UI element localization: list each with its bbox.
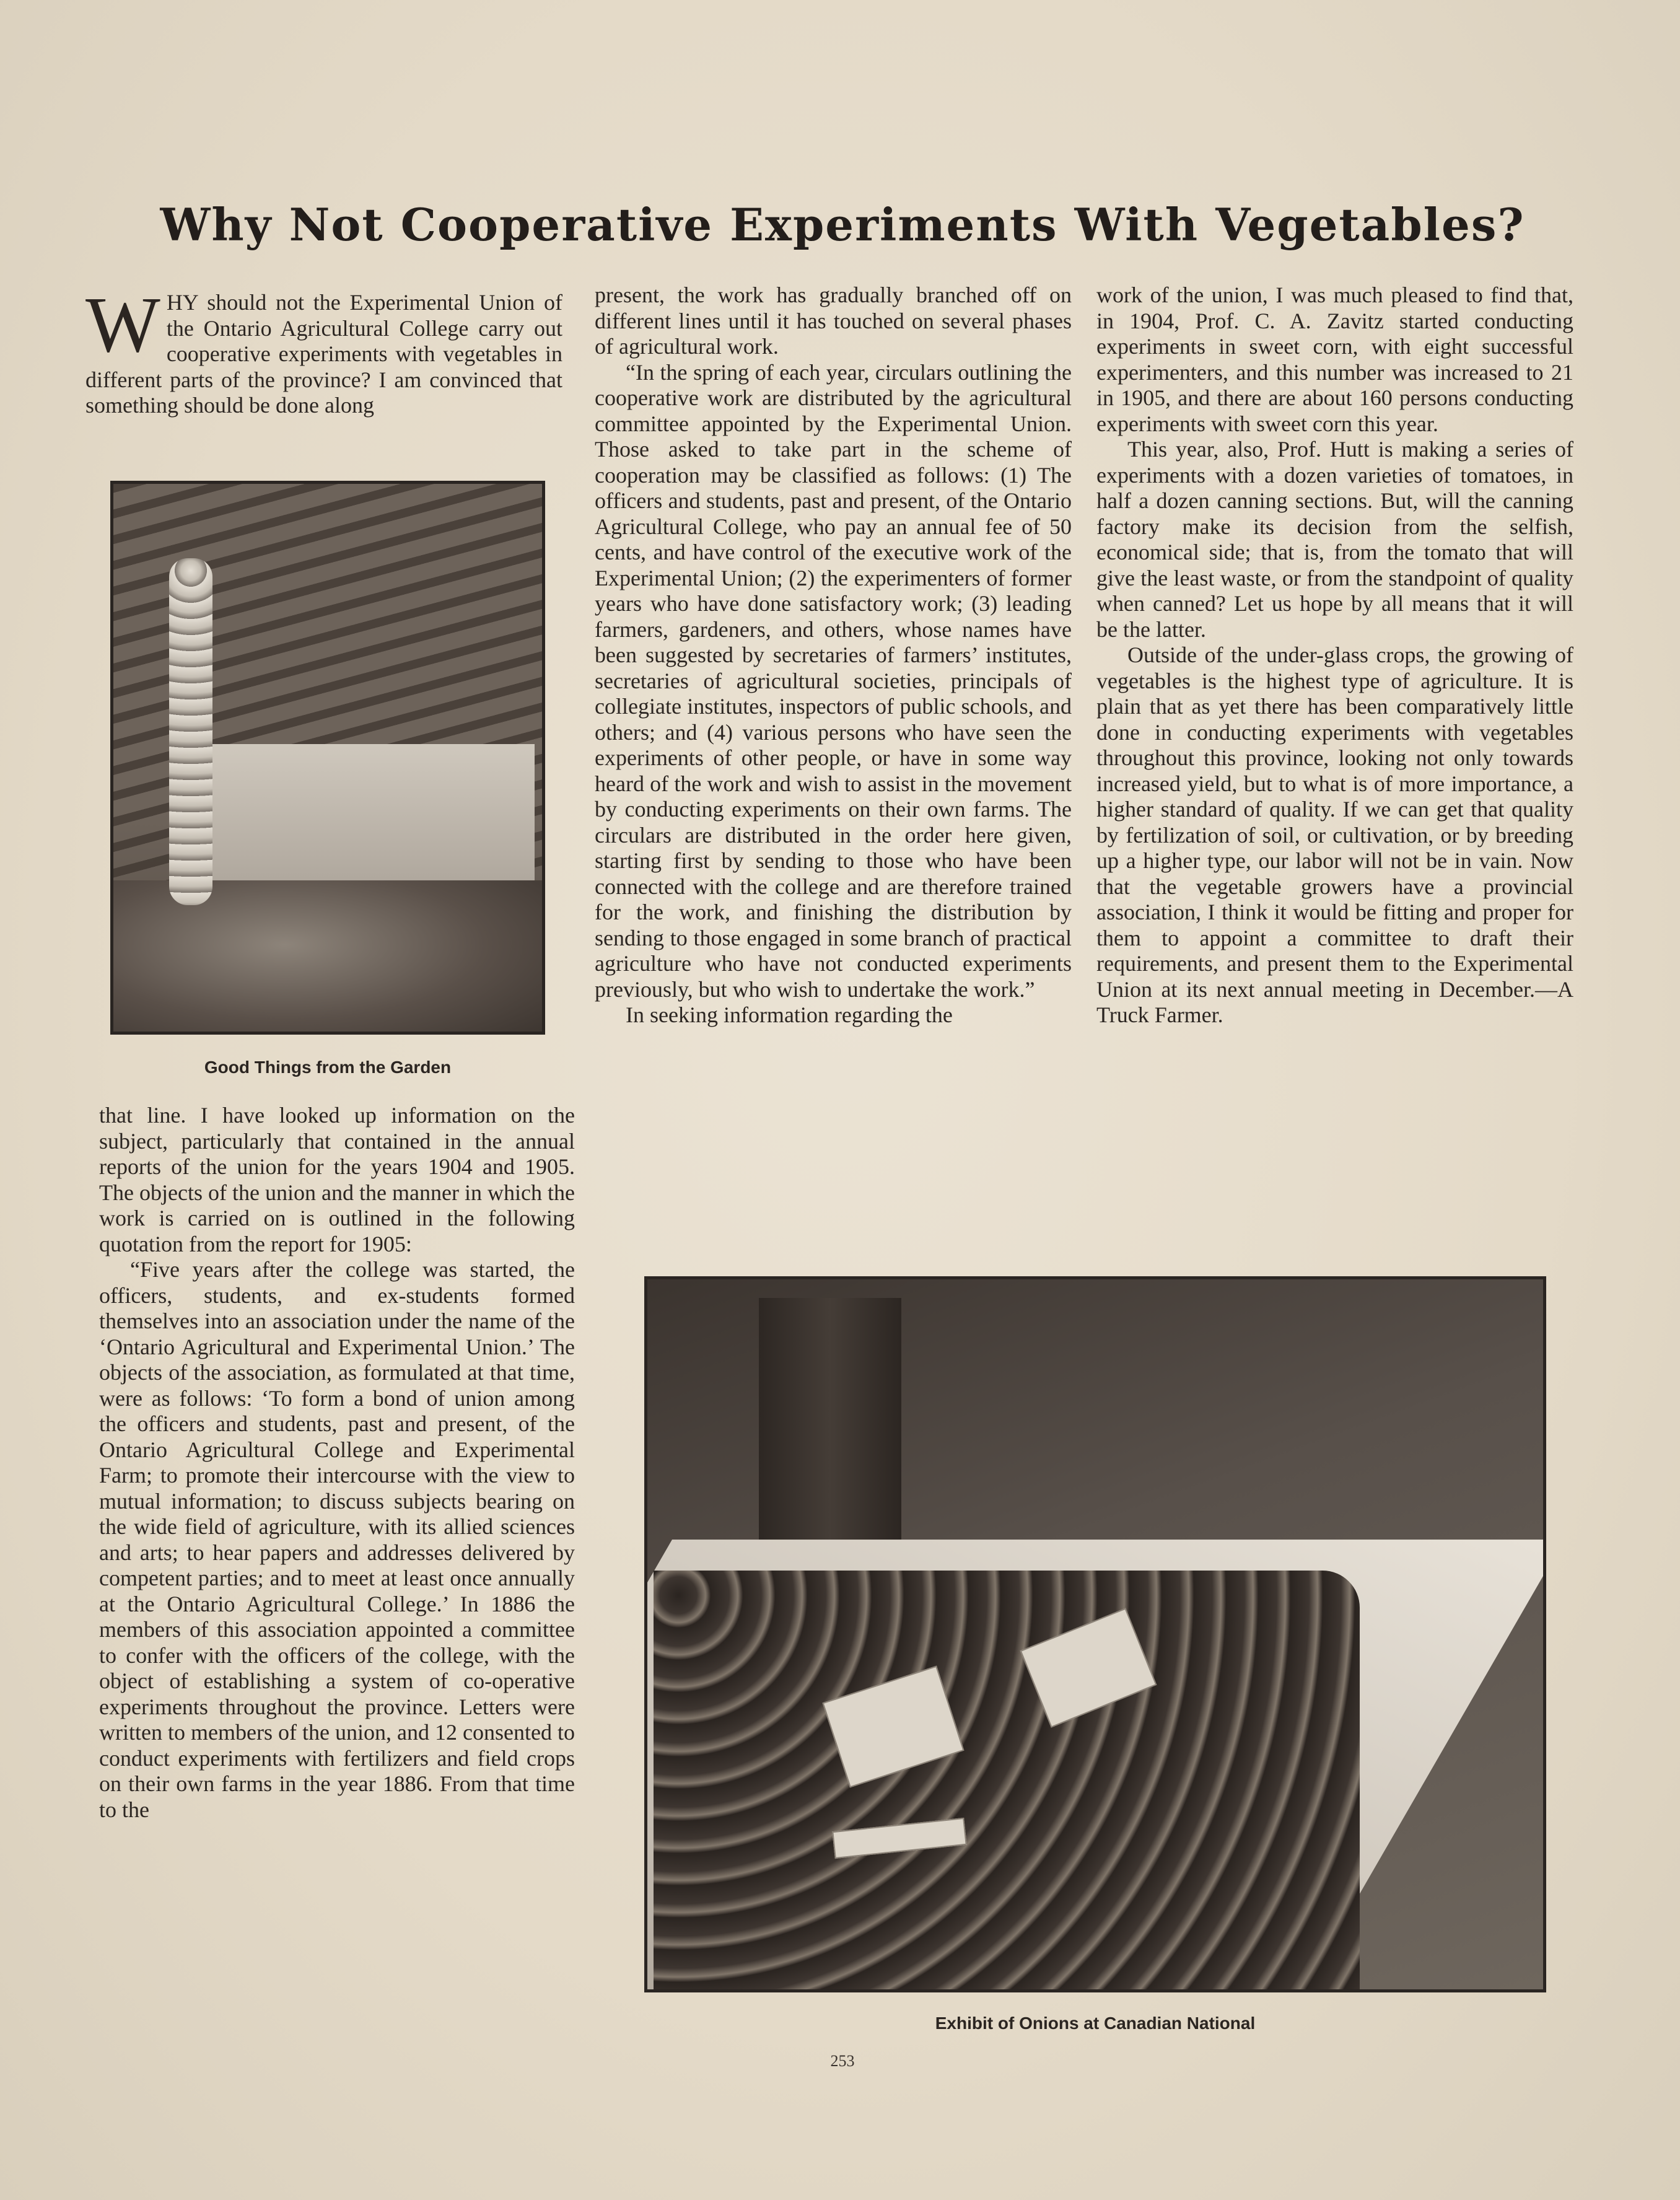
photo-onions [654,1571,1360,1992]
paragraph: Outside of the under-glass crops, the growing of vegetables is the highest type of agriculture. It is plain that as yet there has been comparatively little done in conducting experiments with vegetables throughout this province, looking not only towards increased yield, but to what is of more importance, a higher standard of quality. If we can get that quality by fertilization of soil, or cultivation, or by breeding up a higher type, our labor will not be in vain. Now that the vegetable growers have a provincial association, I think it would be fitting and proper for them to appoint a committee to draft their requirements, and present them to the Experimental Union at its next annual meeting in December.—A Truck Farmer. [1096,642,1573,1027]
paragraph: “In the spring of each year, circulars outlining the cooperative work are distributed by the agricultural committee appointed by the Experimental Union. Those asked to take part in the scheme of cooperation may be classified as follows: (1) The officers and students, past and present, of the Ontario Agricultural College, who pay an annual fee of 50 cents, and have control of the executive work of the Experimental Union; (2) the experimenters of former years who have done satisfactory work; (3) leading farmers, gardeners, and others, whose names have been suggested by secretaries of farmers’ institutes, secretaries of agricultural societies, principals of collegiate institutes, inspectors of public schools, and others; and (4) various persons who have seen the experiments of other people, or have in some way heard of the work and wish to assist in the movement by conducting experiments on their own farms. The circulars are distributed in the order here given, starting first by sending to those who have been connected with the college and are therefore trained for the work, and finishing the distribution by sending to those engaged in some branch of practical agriculture who have not conducted experiments previously, but who wish to undertake the work.” [595,359,1072,1002]
onion-exhibit-photo [644,1276,1546,1992]
photo-onion-string [169,558,212,905]
paragraph: In seeking information regarding the [626,1002,953,1027]
paragraph: that line. I have looked up information on the subject, particularly that contained in the annual reports of the union for the years 1904 and 1905. The objects of the union and the manner in which the work is carried on is outlined in the following quotation from the report for 1905: [99,1103,575,1256]
paragraph: “Five years after the college was started, the officers, students, and ex-students formed themselves into an association under the name of the ‘Ontario Agricultural and Experimental Union.’ The objects of the association, as formulated at that time, were as follows: ‘To form a bond of union among the officers and students, past and present, of the Ontario Agricultural College and Experimental Farm; to promote their intercourse with the view to mutual information; to discuss subjects bearing on the wide field of agriculture, with its allied sciences and arts; to hear papers and addresses delivered by competent parties; and to meet at least once annually at the Ontario Agricultural College.’ In 1886 the members of this association appointed a committee to confer with the officers of the college, with the object of establishing a system of co-operative experiments throughout the province. Letters were written to members of the union, and 12 consented to conduct experiments with fertilizers and field crops on their own farms in the year 1886. From that time to the [99,1257,575,1822]
garden-photo [110,481,545,1035]
paragraph: present, the work has gradually branched off on different lines until it has touched on several phases of agricultural work. [595,283,1072,359]
drop-cap: W [85,281,160,369]
article-title: Why Not Cooperative Experiments With Vegetables? [160,198,1525,251]
column-1-top [85,281,562,419]
page-number: 253 [830,2052,855,2070]
column-2 [595,283,1072,1028]
paragraph: work of the union, I was much pleased to find that, in 1904, Prof. C. A. Zavitz started conducting experiments in sweet corn, with eight successful experimenters, and this number was increased to 21 in 1905, and there are about 160 persons conducting experiments with sweet corn this year. [1096,283,1573,436]
column-1-bottom [99,1103,575,1823]
garden-photo-caption: Good Things from the Garden [204,1058,452,1077]
opening-text: HY should not the Experimental Union of the Ontario Agricultural College carry out cooperative experiments with vegetables in different parts of the province? I am convinced that something should be done along [85,290,562,418]
onion-photo-caption: Exhibit of Onions at Canadian National [935,2014,1256,2033]
opening-paragraph [85,281,562,419]
paragraph: This year, also, Prof. Hutt is making a series of experiments with a dozen varieties of tomatoes, in half a dozen canning sections. But, will the canning factory make its decision from the selfish, economical side; that is, from the tomato that will give the least waste, or from the standpoint of quality when canned? Let us hope by all means that it will be the latter. [1096,437,1573,642]
photo-vegetables [113,880,542,1035]
column-3 [1096,283,1573,1028]
